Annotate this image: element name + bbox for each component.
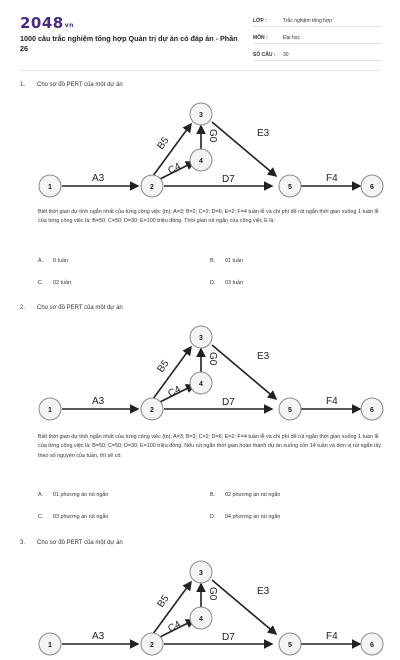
option-a[interactable] <box>38 258 68 264</box>
edge-label-a3: A3 <box>92 631 105 642</box>
node-label: 4 <box>199 158 203 165</box>
edge-label-b5: B5 <box>155 135 172 152</box>
edge-label-g0: G0 <box>207 129 218 143</box>
node-label: 3 <box>199 335 203 342</box>
meta-table <box>253 14 381 65</box>
logo-text: 2048 <box>20 14 64 32</box>
pert-diagram <box>34 315 388 425</box>
option-label: C. <box>38 514 44 520</box>
option-d[interactable] <box>210 280 243 286</box>
node-label: 5 <box>288 407 292 414</box>
node-label: 3 <box>199 112 203 119</box>
edge-label-c4: C4 <box>166 619 183 635</box>
edge-label-d7: D7 <box>222 397 235 408</box>
option-label: C. <box>38 280 44 286</box>
node-label: 1 <box>48 407 52 414</box>
question-prompt <box>20 82 382 92</box>
pert-diagram <box>34 92 388 202</box>
option-text: 0 tuần <box>53 258 68 264</box>
option-label: B. <box>210 258 216 264</box>
node-label: 4 <box>199 616 203 623</box>
prompt-text: Cho sơ đồ PERT của một dự án <box>37 82 123 88</box>
page-header <box>0 0 400 66</box>
meta-key: SỐ CÂU : <box>253 52 276 58</box>
node-label: 1 <box>48 184 52 191</box>
edge-label-d7: D7 <box>222 632 235 643</box>
node-label: 6 <box>370 642 374 649</box>
header-divider <box>20 70 380 71</box>
edge-label-g0: G0 <box>207 352 218 366</box>
node-label: 6 <box>370 407 374 414</box>
pert-diagram <box>34 550 388 660</box>
question-text: Biết thời gian dự tính ngắn nhất của từng công việc (tn): A=3; B=2; C=2; D=6; E=2; F=4 tuần lễ và chi phí để rút ngắn thời gian xuống 1 tuần lễ của từng công việc là: B=50; C=50; D=30; E=100 triệu đồng. Thời gian rút ngắn của công việc E là: <box>38 209 379 225</box>
meta-row-count <box>253 48 381 61</box>
edge-label-a3: A3 <box>92 396 105 407</box>
option-text: 04 phương án rút ngắn <box>225 514 281 520</box>
option-b[interactable] <box>210 492 280 498</box>
node-label: 5 <box>288 642 292 649</box>
option-label: D. <box>210 514 216 520</box>
option-label: D. <box>210 280 216 286</box>
question-prompt <box>20 305 382 315</box>
edge-label-e3: E3 <box>257 128 270 139</box>
meta-key: LỚP : <box>253 18 267 24</box>
meta-row-subject <box>253 31 381 44</box>
edge-label-e3: E3 <box>257 586 270 597</box>
question-number: 2. <box>20 305 26 311</box>
edge-label-a3: A3 <box>92 173 105 184</box>
node-label: 2 <box>150 184 154 191</box>
option-label: A. <box>38 258 44 264</box>
edge-label-c4: C4 <box>166 161 183 177</box>
edge-label-f4: F4 <box>326 396 338 407</box>
option-text: 03 phương án rút ngắn <box>53 514 109 520</box>
pert-svg <box>34 92 388 202</box>
node-label: 6 <box>370 184 374 191</box>
edge-label-b5: B5 <box>155 358 172 375</box>
option-text: 02 tuần <box>53 280 71 286</box>
meta-value: 30 <box>283 52 289 58</box>
edge-label-c4: C4 <box>166 384 183 400</box>
pert-svg <box>34 550 388 660</box>
edge-label-d7: D7 <box>222 174 235 185</box>
option-text: 01 tuần <box>225 258 243 264</box>
node-label: 3 <box>199 570 203 577</box>
meta-row-class <box>253 14 381 27</box>
option-text: 01 phương án rút ngắn <box>53 492 109 498</box>
edge-label-f4: F4 <box>326 173 338 184</box>
edge-label-f4: F4 <box>326 631 338 642</box>
edge-label-e3: E3 <box>257 351 270 362</box>
meta-value: Trắc nghiệm tổng hợp <box>283 18 332 24</box>
pert-svg <box>34 315 388 425</box>
question-number: 3. <box>20 540 26 546</box>
node-label: 2 <box>150 642 154 649</box>
option-text: 02 phương án rút ngắn <box>225 492 281 498</box>
option-label: A. <box>38 492 44 498</box>
question-text: Biết thời gian dự tính ngắn nhất của từng công việc (tn): A=3; B=2; C=2; D=6; E=2; F=4 tuần lễ và chi phí để rút ngắn thời gian xuống 1 tuần lễ của từng công việc là: B=50; C=50; D=30; E=100 triệu đồng. Nếu rút ngắn thời gian hoàn thành dự án xuống còn 14 tuần và đơn vị rút ngắn lấy theo số nguyên của tuần, thì sẽ có: <box>38 434 382 459</box>
meta-key: MÔN : <box>253 35 268 41</box>
prompt-text: Cho sơ đồ PERT của một dự án <box>37 305 123 311</box>
node-label: 2 <box>150 407 154 414</box>
option-d[interactable] <box>210 514 280 520</box>
question-3 <box>20 540 382 649</box>
option-a[interactable] <box>38 492 108 498</box>
prompt-text: Cho sơ đồ PERT của một dự án <box>37 540 123 546</box>
node-label: 5 <box>288 184 292 191</box>
option-label: B. <box>210 492 216 498</box>
site-logo[interactable] <box>20 14 74 32</box>
logo-suffix: vn <box>64 22 74 29</box>
option-c[interactable] <box>38 280 71 286</box>
option-c[interactable] <box>38 514 108 520</box>
option-text: 03 tuần <box>225 280 243 286</box>
question-prompt <box>20 540 382 550</box>
meta-value: Đại học <box>283 35 300 41</box>
question-1 <box>20 82 382 286</box>
edge-label-g0: G0 <box>207 587 218 601</box>
option-b[interactable] <box>210 258 243 264</box>
node-label: 1 <box>48 642 52 649</box>
page-title: 1000 câu trắc nghiệm tổng hợp Quản trị dự án có đáp án - Phần 26 <box>20 34 238 53</box>
node-label: 4 <box>199 381 203 388</box>
question-2 <box>20 305 382 520</box>
edge-label-b5: B5 <box>155 593 172 610</box>
question-number: 1. <box>20 82 26 88</box>
